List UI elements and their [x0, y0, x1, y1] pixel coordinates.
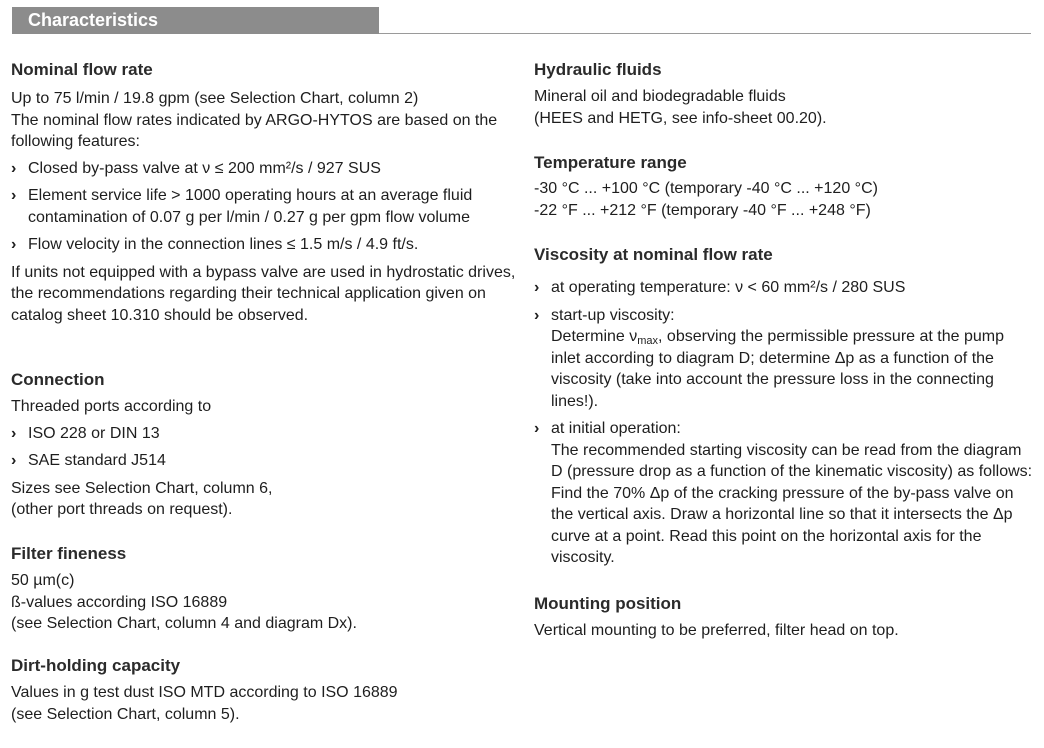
- section-heading: Viscosity at nominal flow rate: [534, 245, 773, 264]
- bullet-icon: ›: [11, 187, 17, 204]
- section-hydraulic-fluids: [534, 58, 1034, 151]
- list-item: › SAE standard J514: [11, 450, 516, 472]
- paragraph: 50 µm(c): [11, 572, 75, 589]
- paragraph: Vertical mounting to be preferred, filter head on top.: [534, 622, 899, 639]
- section-heading: Connection: [11, 370, 105, 389]
- list-item: › ISO 228 or DIN 13: [11, 423, 516, 445]
- list-item: › Element service life > 1000 operating hours at an average fluid contamination of 0.07 g per l/min / 0.27 g per gpm flow volume: [11, 187, 473, 226]
- section-connection: [11, 368, 516, 542]
- section-temperature: [534, 151, 1034, 243]
- bullet-icon: ›: [11, 236, 17, 253]
- paragraph: -22 °F ... +212 °F (temporary -40 °F ... +248 °F): [534, 201, 871, 219]
- paragraph: (HEES and HETG, see info-sheet 00.20).: [534, 109, 827, 127]
- list-item: › Closed by-pass valve at ν ≤ 200 mm²/s / 927 SUS: [11, 158, 516, 180]
- bullet-icon: ›: [11, 159, 17, 177]
- page-title: Characteristics: [28, 10, 159, 30]
- paragraph: (see Selection Chart, column 5).: [11, 705, 240, 723]
- section-viscosity: [534, 243, 1034, 592]
- bullet-icon: ›: [11, 424, 17, 442]
- section-heading: Nominal flow rate: [11, 60, 153, 79]
- paragraph: ß-values according ISO 16889: [11, 593, 228, 611]
- bullet-list: [534, 277, 1034, 569]
- section-mounting: [534, 592, 1034, 642]
- section-heading: Temperature range: [534, 153, 687, 172]
- paragraph: If units not equipped with a bypass valve are used in hydrostatic drives, the recommendations regarding their technical application given on catalog sheet 10.310 should be observed.: [11, 263, 516, 324]
- bullet-icon: ›: [11, 452, 17, 469]
- section-filter-fineness: [11, 542, 516, 654]
- list-item: › start-up viscosity: Determine $\nu_{max}$, observing the permissible pressure at the pump inlet according to diagram D; determine Δp as a function of the viscosity (take into account the pressure loss in the connecting lines!).: [534, 306, 1004, 410]
- bullet-list: [11, 158, 516, 256]
- paragraph: Sizes see Selection Chart, column 6,: [11, 479, 273, 497]
- list-item: › at initial operation: The recommended starting viscosity can be read from the diagram D (pressure drop as a function of the kinematic viscosity) as follows: Find the 70% Δp of the cracking pressure of the by-pass valve on the vertical axis. Draw a horizontal line so that it intersects the Δp curve at a point. Read this point on the horizontal axis for the viscosity.: [534, 420, 1033, 566]
- bullet-icon: ›: [534, 306, 540, 324]
- section-nominal-flow: [11, 58, 516, 368]
- right-column: [534, 58, 1034, 642]
- bullet-icon: ›: [534, 279, 540, 296]
- bullet-icon: ›: [534, 420, 540, 437]
- section-heading: Dirt-holding capacity: [11, 656, 181, 675]
- left-column: [11, 58, 516, 725]
- section-dirt-holding: [11, 654, 516, 725]
- list-item: › Flow velocity in the connection lines ≤ 1.5 m/s / 4.9 ft/s.: [11, 234, 516, 256]
- paragraph: Values in g test dust ISO MTD according to ISO 16889: [11, 684, 398, 701]
- section-heading: Hydraulic fluids: [534, 60, 662, 79]
- paragraph: The nominal flow rates indicated by ARGO-HYTOS are based on the following features:: [11, 111, 498, 150]
- list-item: › at operating temperature: ν < 60 mm²/s / 280 SUS: [534, 277, 1034, 299]
- paragraph: Threaded ports according to: [11, 398, 212, 415]
- paragraph: Up to 75 l/min / 19.8 gpm (see Selection Chart, column 2): [11, 90, 419, 107]
- header-rule: [379, 33, 1031, 34]
- paragraph: -30 °C ... +100 °C (temporary -40 °C ... +120 °C): [534, 180, 878, 197]
- bullet-list: [11, 423, 516, 472]
- section-heading: Filter fineness: [11, 544, 127, 563]
- paragraph: (other port threads on request).: [11, 501, 233, 518]
- paragraph: Mineral oil and biodegradable fluids: [534, 88, 786, 105]
- section-heading: Mounting position: [534, 594, 682, 613]
- paragraph: (see Selection Chart, column 4 and diagram Dx).: [11, 615, 357, 632]
